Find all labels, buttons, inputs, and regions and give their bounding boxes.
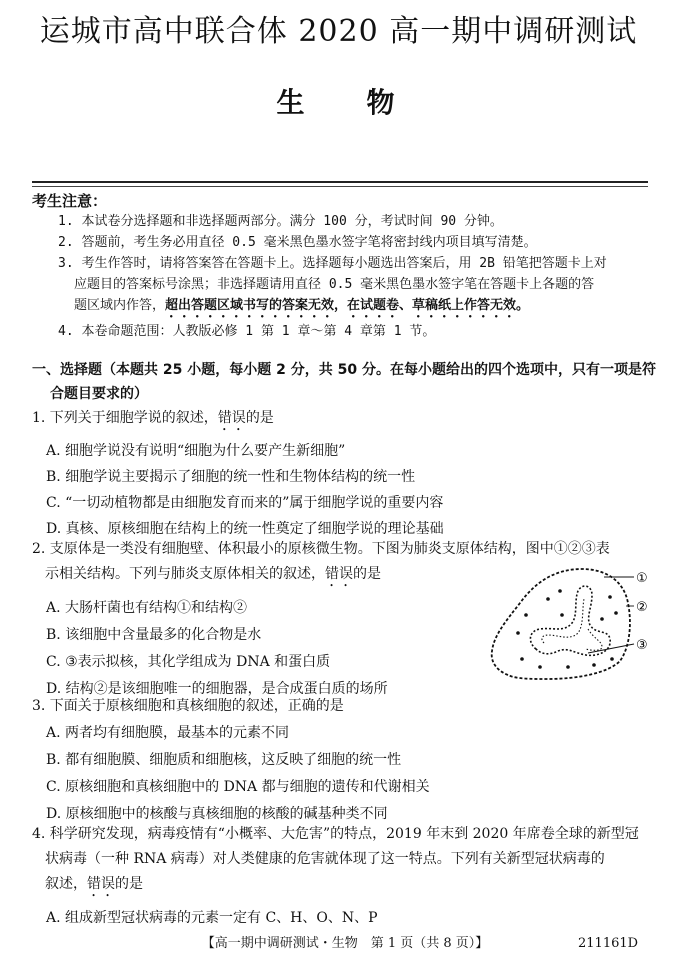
question-stem: 4. 科学研究发现，病毒疫情有“小概率、大危害”的特点，2019 年末到 2020 年席卷全球的新型冠 [32,826,639,842]
header-rule-thin [32,186,648,187]
subject-title [0,86,677,120]
stem-text: 的是 [353,566,381,582]
header-rule [32,181,648,183]
notice-item: 2. 答题前，考生务必用直径 0.5 毫米黑色墨水签字笔将密封线内项目填写清楚。 [58,235,537,250]
figure-label-3: ③ [636,638,648,653]
notice-item [58,295,654,321]
ribosome-dot [560,613,564,617]
subject-char-1: 生 [276,86,311,119]
ribosome-dot [524,613,528,617]
section-heading-line: 一、选择题（本题共 25 小题，每小题 2 分，共 50 分。在每小题给出的四个选项中，只有一项是符 [32,362,656,378]
question-3 [32,695,662,825]
stem-emphasis: 错误 [217,410,246,426]
figure-label-1: ① [636,571,648,586]
option-a: A. 两者均有细胞膜，最基本的元素不同 [46,725,290,741]
figure-label-2: ② [636,600,648,615]
stem-emphasis: 错误 [87,876,115,892]
stem-text: 示相关结构。下列与肺炎支原体相关的叙述， [45,566,325,582]
option-c: C. 原核细胞和真核细胞中的 DNA 都与细胞的遗传和代谢相关 [46,779,430,795]
notice-item: 3. 考生作答时，请将答案答在答题卡上。选择题每小题选出答案后，用 2B 铅笔把答题卡上对 [58,256,607,271]
option-a: A. 组成新型冠状病毒的元素一定有 C、H、O、N、P [46,910,378,926]
exam-title: 运城市高中联合体 2020 高一期中调研测试 [39,14,638,49]
ribosome-dot [520,657,524,661]
ribosome-dot [614,611,618,615]
ribosome-dot [546,597,550,601]
section-heading-line: 合题目要求的） [50,386,148,402]
notice-list [58,211,654,342]
notice-title: 考生注意： [32,192,108,210]
ribosome-dot [538,665,542,669]
ribosome-dot [592,663,596,667]
stem-text: 的是 [245,410,274,426]
section-heading [32,358,657,406]
nucleoid [530,586,610,655]
footer-code: 211161D [578,936,639,951]
cell-membrane [492,569,630,679]
mycoplasma-diagram [478,563,668,683]
ribosome-dot [558,589,562,593]
notice-text: 题区域内作答， [74,298,166,313]
stem-text: 的是 [115,876,143,892]
stem-text: 叙述， [45,876,87,892]
question-stem: 3. 下面关于原核细胞和真核细胞的叙述，正确的是 [32,698,344,714]
leader-line-3 [588,644,634,653]
notice-emphasis: 超出答题区域书写的答案无效，在试题卷、草稿纸上作答无效。 [165,298,530,313]
subject-char-2: 物 [366,86,401,119]
notice-item: 应题目的答案标号涂黑；非选择题请用直径 0.5 毫米黑色墨水签字笔在答题卡上各题的答 [74,277,595,292]
option-d: D. 真核、原核细胞在结构上的统一性奠定了细胞学说的理论基础 [46,521,444,537]
option-c: C. ③表示拟核，其化学组成为 DNA 和蛋白质 [46,654,331,670]
option-a: A. 细胞学说没有说明“细胞为什么要产生新细胞” [46,443,346,459]
option-b: B. 都有细胞膜、细胞质和细胞核，这反映了细胞的统一性 [46,752,402,768]
ribosome-dot [608,595,612,599]
nucleoid-inner [542,599,602,650]
stem-emphasis: 错误 [325,566,353,582]
ribosome-dot [516,631,520,635]
option-d: D. 结构②是该细胞唯一的细胞器，是合成蛋白质的场所 [46,681,388,697]
option-b: B. 该细胞中含量最多的化合物是水 [46,627,262,643]
ribosome-dot [610,657,614,661]
question-stem: 状病毒（一种 RNA 病毒）对人类健康的危害就体现了这一特点。下列有关新型冠状病毒的 [45,851,605,867]
footer-page-info: 【高一期中调研测试・生物 第 1 页（共 8 页）】 [201,936,489,951]
ribosome-dot [566,665,570,669]
notice-item: 4. 本卷命题范围：人教版必修 1 第 1 章～第 4 章第 1 节。 [58,324,436,339]
stem-text: 1. 下列关于细胞学说的叙述， [32,410,218,426]
question-4 [32,823,662,929]
option-c: C. “一切动植物都是由细胞发育而来的”属于细胞学说的重要内容 [46,495,444,511]
question-1 [32,407,662,540]
ribosome-dot [600,617,604,621]
question-stem: 2. 支原体是一类没有细胞壁、体积最小的原核微生物。下图为肺炎支原体结构，图中①②③表 [32,541,610,557]
question-stem [32,407,662,434]
question-stem [32,873,662,900]
option-b: B. 细胞学说主要揭示了细胞的统一性和生物体结构的统一性 [46,469,416,485]
option-a: A. 大肠杆菌也有结构①和结构② [46,600,248,616]
notice-item: 1. 本试卷分选择题和非选择题两部分。满分 100 分，考试时间 90 分钟。 [58,214,503,229]
option-d: D. 原核细胞中的核酸与真核细胞的核酸的碱基种类不同 [46,806,388,822]
